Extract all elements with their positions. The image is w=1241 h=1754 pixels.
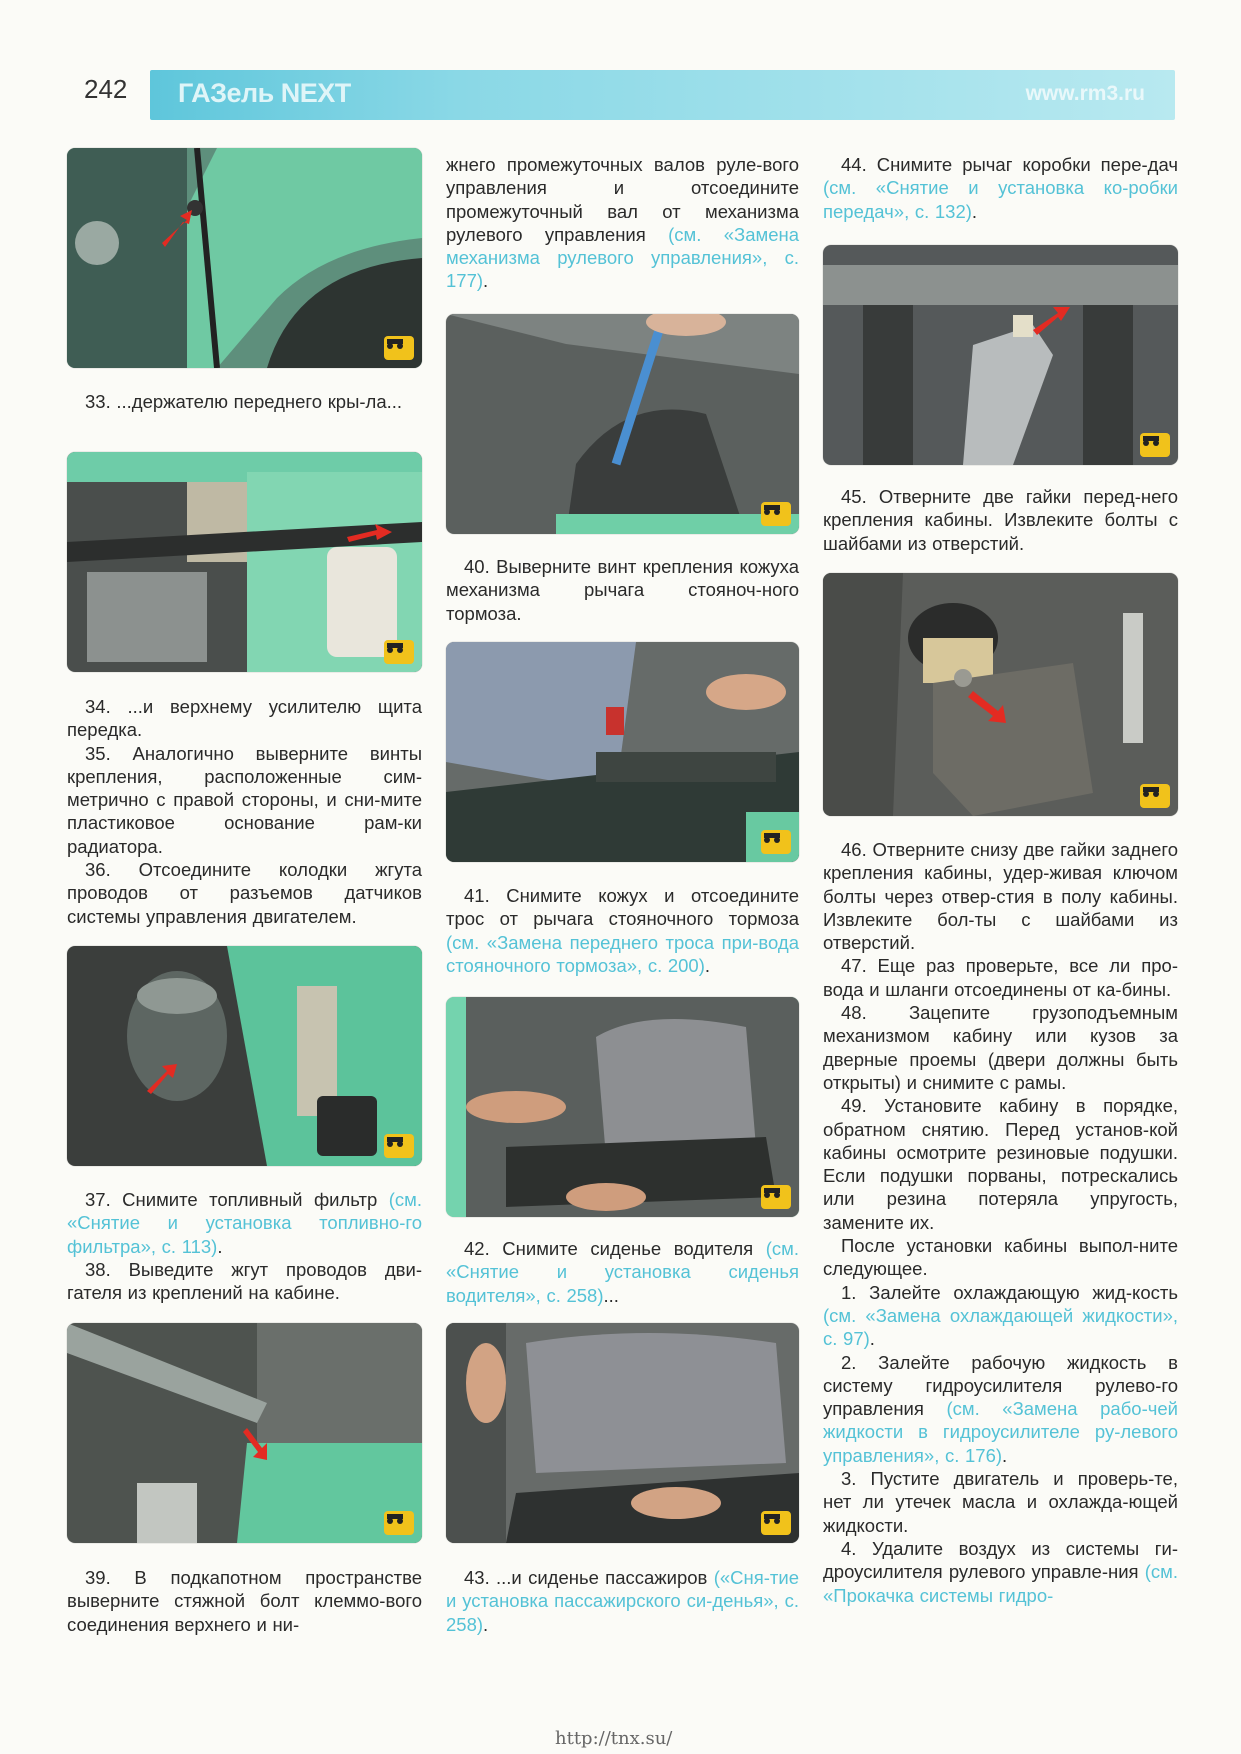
step-49: 49. Установите кабину в порядке, обратном снятию. Перед установ-кой кабины осмотрите резиновые подушки. Если подушки порваны, потрескались или резина потеряла упругость, замените их. [823,1095,1178,1233]
footer-url: http://tnx.su/ [555,1728,673,1749]
page-number: 242 [84,74,128,104]
site-url: www.rm3.ru [1025,82,1145,105]
caption-33: 33. ...держателю переднего кры-ла... [85,391,403,412]
photo-badge-icon [761,1511,791,1535]
photo-step-40 [446,314,799,534]
ref-link: (см. «Снятие и установка сиденья водителя», с. 258) [446,1238,799,1306]
text-steps-46-49 [823,838,1178,1607]
photo-step-39 [67,1323,422,1543]
text-steps-34-36 [67,695,422,928]
ref-link: (см. «Замена механизма рулевого управления», с. 177) [446,223,799,292]
step-36: 36. Отсоедините колодки жгута проводов от разъемов датчиков системы управления двигателем. [67,859,422,927]
photo-badge-icon [1140,433,1170,457]
post-step-4: 4. Удалите воздух из системы ги-дроусилителя рулевого управле-ния (см. «Прокачка системы гидро- [823,1537,1178,1606]
text-step-39: 39. В подкапотном пространстве выверните стяжной болт клеммо-вого соединения верхнего и ни- [67,1567,422,1635]
photo-step-42 [446,997,799,1217]
step-37: 37. Снимите топливный фильтр (см. «Снятие и установка топливно-го фильтра», с. 113). [67,1189,422,1257]
ref-link: (см. «Снятие и установка ко-робки передач», с. 132) [823,177,1178,222]
photo-step-41 [446,642,799,862]
ref-link: (см. «Замена переднего троса при-вода стояночного тормоза», с. 200) [446,931,799,976]
caption-41: 41. Снимите кожух и отсоедините трос от рычага стояночного тормоза (см. «Замена переднего троса при-вода стояночного тормоза», с. 200). [446,885,799,976]
book-title: ГАЗель NEXT [178,78,351,108]
post-step-3: 3. Пустите двигатель и проверь-те, нет ли утечек масла и охлажда-ющей жидкости. [823,1468,1178,1536]
step-34: 34. ...и верхнему усилителю щита передка. [67,696,422,741]
caption-45: 45. Отверните две гайки перед-него крепления кабины. Извлеките болты с шайбами из отверстий. [823,486,1178,554]
text-steps-37-38 [67,1188,422,1304]
photo-badge-icon [761,830,791,854]
caption-43: 43. ...и сиденье пассажиров («Сня-тие и установка пассажирского си-денья», с. 258). [446,1567,799,1635]
step-35: 35. Аналогично выверните винты крепления, расположенные сим-метрично с правой стороны, и сни-мите пластиковое основание рам-ки радиатора. [67,742,422,857]
ref-link: («Сня-тие и установка пассажирского си-денья», с. 258) [446,1567,799,1635]
ref-link: (см. «Снятие и установка топливно-го фильтра», с. 113) [67,1189,422,1257]
ref-link: (см. «Замена охлаждающей жидкости», с. 97) [823,1304,1178,1350]
post-step-1: 1. Залейте охлаждающую жид-кость (см. «Замена охлаждающей жидкости», с. 97). [823,1281,1178,1350]
photo-badge-icon [384,1134,414,1158]
step-46: 46. Отверните снизу две гайки заднего крепления кабины, удер-живая ключом болты через отвер-стия в полу кабины. Извлеките бол-ты с шайбами из отверстий. [823,839,1178,954]
after-install-intro: После установки кабины выпол-ните следующее. [823,1235,1178,1280]
photo-badge-icon [1140,784,1170,808]
text-step-39-continued: жнего промежуточных валов руле-вого управления и отсоедините промежуточный вал от механизма рулевого управления (см. «Замена механизма рулевого управления», с. 177). [446,154,799,292]
photo-badge-icon [384,640,414,664]
photo-step-45 [823,245,1178,465]
photo-step-46 [823,573,1178,816]
photo-badge-icon [384,1511,414,1535]
photo-badge-icon [761,502,791,526]
header-bar [150,70,1175,120]
post-step-2: 2. Залейте рабочую жидкость в систему гидроусилителя рулево-го управления (см. «Замена рабо-чей жидкости в гидроусилителе ру-левого управления», с. 176). [823,1351,1179,1466]
photo-step-37 [67,946,422,1166]
photo-step-34 [67,452,422,672]
ref-link: (см. «Замена рабо-чей жидкости в гидроусилителе ру-левого управления», с. 176) [823,1398,1179,1466]
text-step-44: 44. Снимите рычаг коробки пере-дач (см. «Снятие и установка ко-робки передач», с. 132). [823,154,1178,222]
photo-badge-icon [761,1185,791,1209]
step-38: 38. Выведите жгут проводов дви-гателя из креплений на кабине. [67,1258,422,1304]
photo-step-43 [446,1323,799,1543]
step-47: 47. Еще раз проверьте, все ли про-вода и шланги отсоединены от ка-бины. [823,955,1178,1000]
ref-link: (см. «Прокачка системы гидро- [823,1561,1178,1606]
step-48: 48. Зацепите грузоподъемным механизмом кабину или кузов за дверные проемы (двери должны быть открыты) и снимите с рамы. [823,1002,1178,1093]
photo-step-33 [67,148,422,368]
photo-badge-icon [384,336,414,360]
caption-42: 42. Снимите сиденье водителя (см. «Снятие и установка сиденья водителя», с. 258)... [446,1238,799,1306]
caption-40: 40. Выверните винт крепления кожуха механизма рычага стояноч-ного тормоза. [446,556,799,624]
